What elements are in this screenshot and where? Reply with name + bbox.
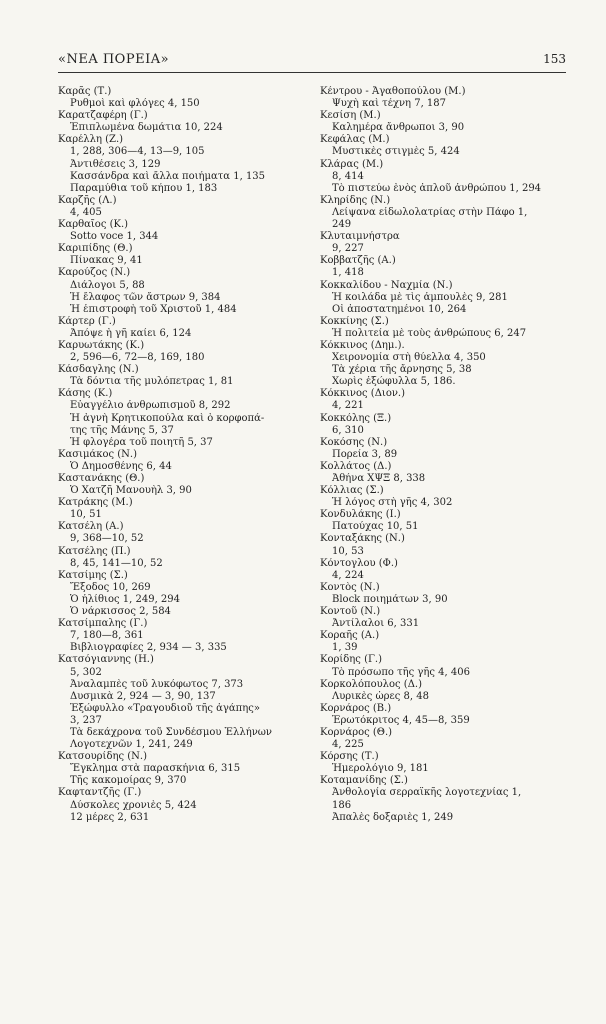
index-column-right xyxy=(320,86,578,824)
index-author: Καρούζος (Ν.) xyxy=(58,267,131,279)
index-author: Κοκκίνης (Σ.) xyxy=(320,315,389,327)
index-author: Κορκολόπουλος (Δ.) xyxy=(320,678,423,690)
index-author: Κοκόσης (Ν.) xyxy=(320,436,388,448)
index-entry: Τὸ πρόσωπο τῆς γῆς 4, 406 xyxy=(332,666,470,678)
index-author: Καρθαῖος (Κ.) xyxy=(58,219,129,231)
index-entry: Τὰ δόντια τῆς μυλόπετρας 1, 81 xyxy=(70,376,234,388)
index-entry: Μυστικὲς στιγμὲς 5, 424 xyxy=(332,146,460,158)
index-entry: Ἐξώφυλλο «Τραγουδιοῦ τῆς ἀγάπης» xyxy=(70,702,260,714)
index-author: Καστανάκης (Θ.) xyxy=(58,473,145,484)
index-author: Κόλλιας (Σ.) xyxy=(320,485,384,497)
index-entry: Ἡ λόγος στὴ γῆς 4, 302 xyxy=(332,497,453,509)
index-entry: Ἐπιπλωμένα δωμάτια 10, 224 xyxy=(70,122,223,134)
index-author: Κλάρας (Μ.) xyxy=(320,158,384,170)
index-entry: Ἡ φλογέρα τοῦ ποιητῆ 5, 37 xyxy=(70,436,213,448)
index-author: Κατσίμπαλης (Γ.) xyxy=(58,618,148,630)
index-entry: Παραμύθια τοῦ κήπου 1, 183 xyxy=(70,182,218,194)
index-author: Κονταξάκης (Ν.) xyxy=(320,533,405,545)
index-author: Κατσόγιαννης (Η.) xyxy=(58,654,154,666)
index-entry: Κασσάνδρα καὶ ἄλλα ποιήματα 1, 135 xyxy=(70,170,266,182)
index-entry: 9, 227 xyxy=(332,243,364,255)
index-author: Καρυωτάκης (Κ.) xyxy=(58,339,145,351)
index-author: Κορνάρος (Θ.) xyxy=(320,726,393,738)
index-author: Κατσουρίδης (Ν.) xyxy=(58,751,148,763)
index-author: Καρέλλη (Ζ.) xyxy=(58,134,124,146)
index-entry: 4, 225 xyxy=(332,739,364,751)
index-entry: Ἔξοδος 10, 269 xyxy=(70,581,151,593)
index-entry: Ἡ κοιλάδα μὲ τὶς ἀμπουλὲς 9, 281 xyxy=(332,291,508,303)
index-entry: Ψυχὴ καὶ τέχνη 7, 187 xyxy=(332,98,447,110)
index-entry: Ἡ ἔλαφος τῶν ἄστρων 9, 384 xyxy=(70,291,221,303)
index-entry: Βιβλιογραφίες 2, 934 — 3, 335 xyxy=(70,642,227,654)
index-author: Κατράκης (Μ.) xyxy=(58,497,133,509)
index-entry: 249 xyxy=(332,219,352,231)
index-author: Κόρσης (Τ.) xyxy=(320,751,379,763)
index-entry: 12 μέρες 2, 631 xyxy=(70,811,150,823)
index-author: Κονδυλάκης (Ι.) xyxy=(320,509,401,521)
index-entry: Ἡ ἐπιστροφὴ τοῦ Χριστοῦ 1, 484 xyxy=(70,303,237,315)
index-entry: 4, 405 xyxy=(70,206,102,218)
index-author: Κοταμανίδης (Σ.) xyxy=(320,775,408,787)
index-author: Κάσης (Κ.) xyxy=(58,388,113,400)
index-entry: 8, 414 xyxy=(332,170,364,182)
index-entry: Block ποιημάτων 3, 90 xyxy=(332,593,448,605)
index-entry: Τὰ χέρια τῆς ἄρνησης 5, 38 xyxy=(332,364,472,376)
index-entry: Ἀθήνα ΧΨΞ 8, 338 xyxy=(332,473,426,484)
index-entry: Εὐαγγέλιο ἀνθρωπισμοῦ 8, 292 xyxy=(70,400,231,412)
index-entry: Καλημέρα ἄνθρωποι 3, 90 xyxy=(332,122,465,134)
index-author: Κολλάτος (Δ.) xyxy=(320,460,392,472)
index-author: Κοντὸς (Ν.) xyxy=(320,581,380,593)
index-entry: 10, 51 xyxy=(70,509,102,521)
index-author: Καρατζαφέρη (Γ.) xyxy=(58,110,148,122)
index-entry: 3, 237 xyxy=(70,714,102,726)
index-entry: 4, 224 xyxy=(332,569,364,581)
index-entry: 1, 288, 306—4, 13—9, 105 xyxy=(70,146,205,158)
index-author: Κόκκινος (Δημ.). xyxy=(320,339,405,351)
index-author: Κοντοῦ (Ν.) xyxy=(320,606,381,618)
index-author: Κοκκαλίδου - Ναχμία (Ν.) xyxy=(320,279,453,291)
index-entry: Τὸ πιστεύω ἑνὸς ἁπλοῦ ἀνθρώπου 1, 294 xyxy=(332,182,542,194)
index-entry: 4, 221 xyxy=(332,400,364,412)
index-entry: Ἀπόψε ἡ γῆ καίει 6, 124 xyxy=(70,327,192,339)
index-author: Κατσίμης (Σ.) xyxy=(58,569,128,581)
index-author: Καρᾶς (Τ.) xyxy=(58,86,112,97)
index-entry: της τῆς Μάνης 5, 37 xyxy=(70,424,174,436)
index-entry: 6, 310 xyxy=(332,424,364,436)
index-author: Κόντογλου (Φ.) xyxy=(320,557,398,569)
index-entry: Ρυθμοὶ καὶ φλόγες 4, 150 xyxy=(70,98,200,110)
index-entry: Οἱ ἀποστατημένοι 10, 264 xyxy=(332,303,467,315)
index-entry: Ἡ ἁγνὴ Κρητικοπούλα καὶ ὁ κορφοπά- xyxy=(70,412,265,424)
index-entry: 9, 368—10, 52 xyxy=(70,533,144,545)
index-author: Καρζῆς (Λ.) xyxy=(58,194,117,206)
index-author: Καριπίδης (Θ.) xyxy=(58,243,133,255)
index-entry: Λογοτεχνῶν 1, 241, 249 xyxy=(70,739,193,751)
index-author: Κάρτερ (Γ.) xyxy=(58,315,116,327)
index-author: Κληρίδης (Ν.) xyxy=(320,194,391,206)
index-entry: Ὁ ἠλίθιος 1, 249, 294 xyxy=(70,593,181,605)
index-entry: Ἡ πολιτεία μὲ τοὺς ἀνθρώπους 6, 247 xyxy=(332,327,527,339)
index-entry: Χωρὶς ἐξώφυλλα 5, 186. xyxy=(332,376,456,388)
index-column-left xyxy=(58,86,316,824)
index-entry: 2, 596—6, 72—8, 169, 180 xyxy=(70,352,205,364)
index-author: Κατσέλη (Α.) xyxy=(58,521,124,533)
index-author: Κεσίση (Μ.) xyxy=(320,110,381,122)
index-author: Κάσδαγλης (Ν.) xyxy=(58,364,139,376)
index-author: Κόκκινος (Διον.) xyxy=(320,388,406,400)
index-author: Κέντρου - Ἀγαθοπούλου (Μ.) xyxy=(320,86,466,97)
page-header xyxy=(58,52,566,73)
index-entry: Ἀναλαμπὲς τοῦ λυκόφωτος 7, 373 xyxy=(70,678,244,690)
index-entry: Ἀνθολογία σερραϊκῆς λογοτεχνίας 1, xyxy=(332,787,522,799)
index-author: Κοββατζῆς (Α.) xyxy=(320,255,396,267)
index-author: Καφταντζῆς (Γ.) xyxy=(58,787,142,799)
index-entry: Τὰ δεκάχρονα τοῦ Συνδέσμου Ἑλλήνων xyxy=(70,726,273,738)
index-author: Κορίδης (Γ.) xyxy=(320,654,383,666)
index-entry: Δυσμικὰ 2, 924 — 3, 90, 137 xyxy=(70,690,216,702)
index-entry: Πορεία 3, 89 xyxy=(332,448,398,460)
index-entry: Ἔγκλημα στὰ παρασκήνια 6, 315 xyxy=(70,763,241,775)
index-entry: 7, 180—8, 361 xyxy=(70,630,144,642)
index-author: Κοκκόλης (Ξ.) xyxy=(320,412,392,424)
journal-title: «ΝΕΑ ΠΟΡΕΙΑ» xyxy=(58,52,170,67)
page-number: 153 xyxy=(543,52,566,66)
index-entry: Πατούχας 10, 51 xyxy=(332,521,419,533)
index-author: Κοραῆς (Α.) xyxy=(320,630,380,642)
index-entry: 1, 418 xyxy=(332,267,364,279)
index-entry: Πίνακας 9, 41 xyxy=(70,255,143,267)
index-entry: 8, 45, 141—10, 52 xyxy=(70,557,163,569)
index-entry: 5, 302 xyxy=(70,666,102,678)
index-entry: Δύσκολες χρονιὲς 5, 424 xyxy=(70,799,197,811)
index-entry: Λυρικὲς ὧρες 8, 48 xyxy=(332,690,429,702)
index-entry: Ἀντίλαλοι 6, 331 xyxy=(332,618,420,630)
index-entry: Ὁ Δημοσθένης 6, 44 xyxy=(70,460,172,472)
index-author: Κλυταιμνήστρα xyxy=(320,231,400,243)
index-entry: Λείψανα εἰδωλολατρίας στὴν Πάφο 1, xyxy=(332,206,528,218)
index-entry: 1, 39 xyxy=(332,642,358,654)
index-entry: Τῆς κακομοίρας 9, 370 xyxy=(70,775,187,787)
index-entry: Ὁ νάρκισσος 2, 584 xyxy=(70,606,171,618)
index-entry: Ὁ Χατζῆ Μανουὴλ 3, 90 xyxy=(70,485,192,497)
index-author: Κεφάλας (Μ.) xyxy=(320,134,390,146)
index-author: Κασιμάκος (Ν.) xyxy=(58,448,138,460)
index-entry: Χειρονομία στὴ θύελλα 4, 350 xyxy=(332,352,486,364)
index-entry: Ἀντιθέσεις 3, 129 xyxy=(70,158,161,170)
index-author: Κορνάρος (Β.) xyxy=(320,702,392,714)
index-entry: Ἐρωτόκριτος 4, 45—8, 359 xyxy=(332,714,470,726)
index-entry: 186 xyxy=(332,799,352,811)
index-entry: Διάλογοι 5, 88 xyxy=(70,279,145,291)
index-entry: Ἀπαλὲς δοξαριὲς 1, 249 xyxy=(332,811,454,823)
index-entry: 10, 53 xyxy=(332,545,364,557)
index-author: Κατσέλης (Π.) xyxy=(58,545,131,557)
index-entry: Sotto voce 1, 344 xyxy=(70,231,159,243)
index-entry: Ἡμερολόγιο 9, 181 xyxy=(332,763,429,775)
